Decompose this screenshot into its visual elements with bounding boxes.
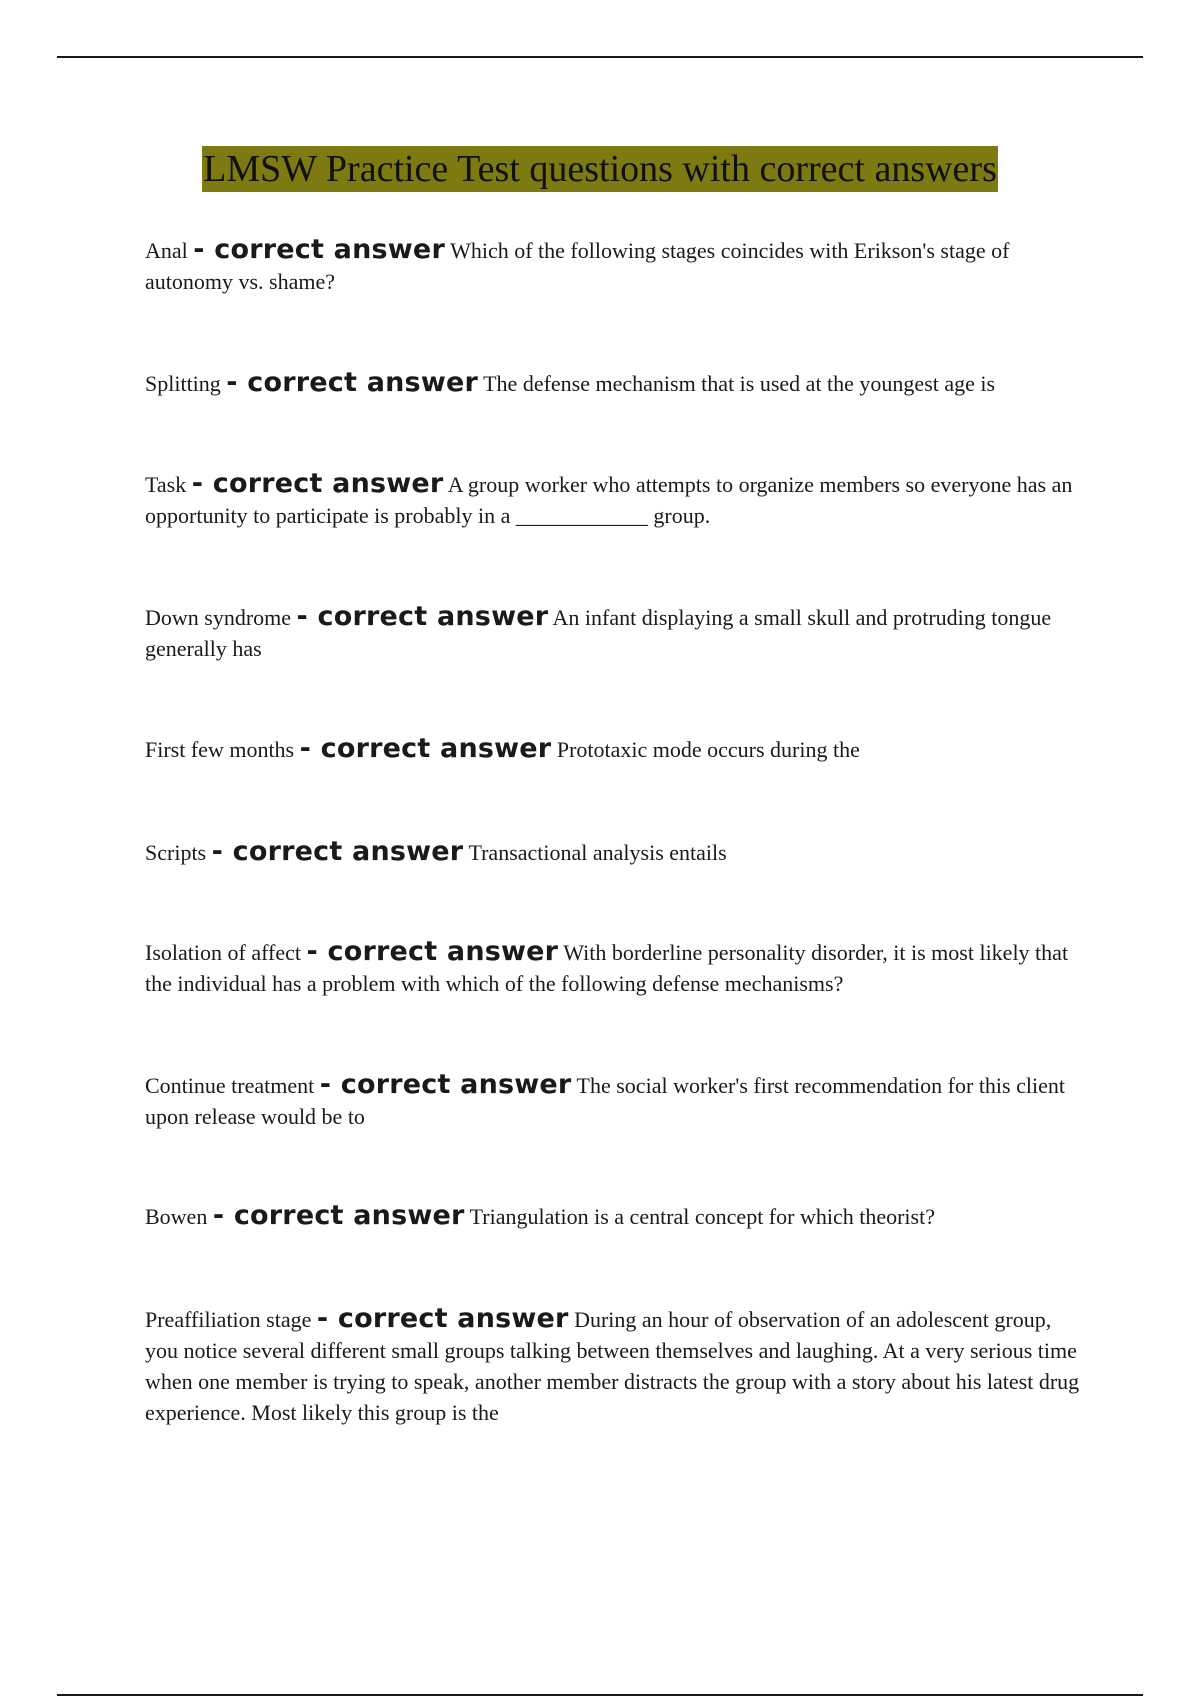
answer-separator: - correct answer: [296, 601, 549, 632]
qa-item: [145, 234, 1080, 297]
answer-separator: - correct answer: [299, 733, 552, 764]
question-text: Triangulation is a central concept for which theorist?: [469, 1204, 935, 1229]
question-text: During an hour of observation of an adolescent group, you notice several different small groups talking between themselves and laughing. At a very serious time when one member is trying to speak, another member distracts the group with a story about his latest drug experience. Most likely this group is the: [145, 1307, 1080, 1425]
answer-separator: - correct answer: [226, 367, 478, 398]
answer-separator: - correct answer: [212, 1200, 465, 1231]
qa-item: [145, 601, 1080, 664]
answer-separator: - correct answer: [319, 1069, 572, 1100]
answer-text: Preaffiliation stage: [145, 1307, 312, 1332]
answer-text: Scripts: [145, 840, 207, 865]
qa-item: [145, 367, 1080, 399]
qa-item: [145, 468, 1080, 531]
qa-item: [145, 1303, 1080, 1428]
answer-text: Bowen: [145, 1204, 208, 1229]
answer-text: Down syndrome: [145, 605, 292, 630]
answer-text: Task: [145, 472, 187, 497]
answer-separator: - correct answer: [306, 936, 559, 967]
answer-text: Isolation of affect: [145, 940, 301, 965]
answer-separator: - correct answer: [211, 836, 464, 867]
answer-separator: - correct answer: [316, 1303, 569, 1334]
question-text: Transactional analysis entails: [468, 840, 727, 865]
qa-item: [145, 1200, 1080, 1232]
top-rule: [57, 56, 1143, 58]
answer-text: Continue treatment: [145, 1073, 315, 1098]
question-text: With borderline personality disorder, it is most likely that the individual has a problem with which of the following defense mechanisms?: [145, 940, 1069, 996]
title-block: [0, 146, 1200, 192]
answer-separator: - correct answer: [191, 468, 444, 499]
qa-item: [145, 1069, 1080, 1132]
qa-item: [145, 936, 1080, 999]
answer-separator: - correct answer: [193, 234, 445, 265]
question-text: An infant displaying a small skull and protruding tongue generally has: [145, 605, 1052, 661]
qa-item: [145, 733, 1080, 765]
qa-item: [145, 836, 1080, 868]
document-title: LMSW Practice Test questions with correct answers: [203, 148, 997, 190]
question-text: The defense mechanism that is used at the youngest age is: [483, 371, 996, 396]
answer-text: Anal: [145, 238, 188, 263]
question-text: Which of the following stages coincides with Erikson's stage of autonomy vs. shame?: [145, 238, 1010, 294]
answer-text: First few months: [145, 737, 295, 762]
question-text: The social worker's first recommendation for this client upon release would be to: [145, 1073, 1065, 1129]
question-text: A group worker who attempts to organize members so everyone has an opportunity to participate is probably in a ____________ group.: [145, 472, 1073, 528]
question-text: Prototaxic mode occurs during the: [556, 737, 860, 762]
answer-text: Splitting: [145, 371, 221, 396]
bottom-rule: [57, 1694, 1143, 1696]
